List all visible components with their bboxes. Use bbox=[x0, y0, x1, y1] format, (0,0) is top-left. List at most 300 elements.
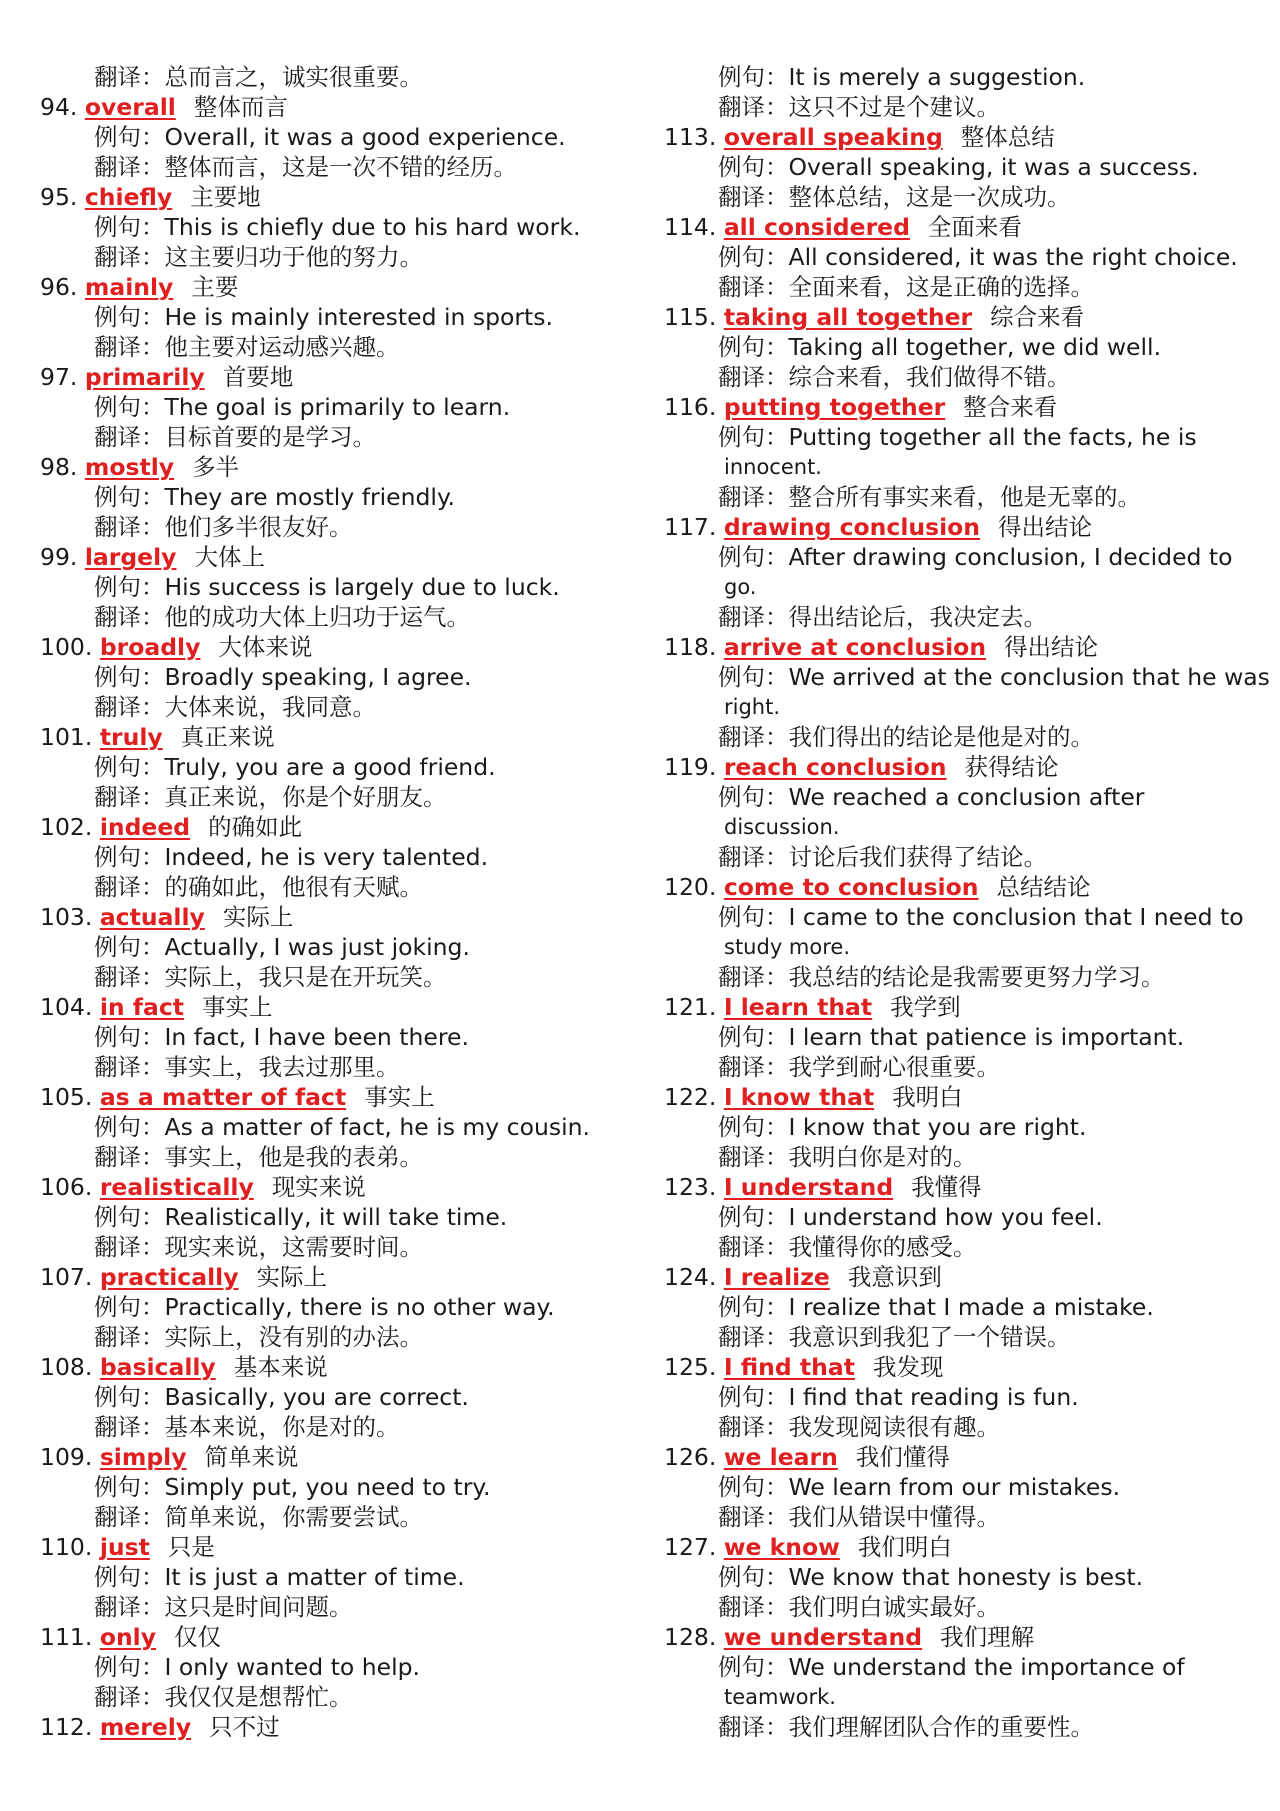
entry-term: broadly bbox=[99, 633, 201, 661]
entry-meaning: 事实上 bbox=[364, 1083, 435, 1111]
example-line bbox=[40, 572, 620, 602]
translation-line bbox=[664, 272, 1264, 302]
example-label: 例句： bbox=[718, 423, 789, 451]
example-text: Realistically, it will take time. bbox=[164, 1203, 508, 1231]
entry-number: 98. bbox=[40, 453, 78, 481]
example-line bbox=[40, 1652, 620, 1682]
entry-meaning: 得出结论 bbox=[1004, 633, 1099, 661]
example-label: 例句： bbox=[94, 573, 165, 601]
entry-number: 100. bbox=[40, 633, 93, 661]
entry-heading bbox=[664, 1352, 1264, 1382]
entry-heading bbox=[664, 1442, 1264, 1472]
entry-meaning: 实际上 bbox=[222, 903, 294, 931]
translation-text: 现实来说，这需要时间。 bbox=[164, 1233, 423, 1261]
translation-label: 翻译： bbox=[94, 1143, 165, 1171]
entry-term: drawing conclusion bbox=[723, 513, 981, 541]
entry-number: 121. bbox=[664, 993, 717, 1021]
entry-meaning: 得出结论 bbox=[998, 513, 1093, 541]
example-label: 例句： bbox=[94, 1203, 165, 1231]
entry-term: I understand bbox=[723, 1173, 894, 1201]
entry-number: 118. bbox=[664, 633, 717, 661]
translation-label: 翻译： bbox=[94, 333, 165, 361]
translation-text: 我学到耐心很重要。 bbox=[788, 1053, 1000, 1081]
example-label: 例句： bbox=[718, 1473, 789, 1501]
example-label: 例句： bbox=[718, 543, 789, 571]
example-text: I know that you are right. bbox=[788, 1113, 1087, 1141]
translation-text: 全面来看，这是正确的选择。 bbox=[788, 273, 1094, 301]
translation-text: 整体而言，这是一次不错的经历。 bbox=[164, 153, 517, 181]
entry-meaning: 多半 bbox=[192, 453, 240, 481]
example-continuation: discussion. bbox=[724, 815, 840, 839]
example-line bbox=[40, 302, 620, 332]
entry-heading bbox=[664, 1172, 1264, 1202]
entry-heading bbox=[40, 182, 620, 212]
entry-heading bbox=[40, 1532, 620, 1562]
translation-text: 整体总结，这是一次成功。 bbox=[788, 183, 1071, 211]
entry-heading bbox=[664, 872, 1264, 902]
example-continuation: teamwork. bbox=[724, 1685, 836, 1709]
example-text: We arrived at the conclusion that he was bbox=[788, 663, 1270, 691]
translation-label: 翻译： bbox=[94, 1683, 165, 1711]
entry-number: 108. bbox=[40, 1353, 93, 1381]
entry-meaning: 事实上 bbox=[202, 993, 273, 1021]
entry-meaning: 我们理解 bbox=[940, 1623, 1035, 1651]
translation-text: 真正来说，你是个好朋友。 bbox=[164, 783, 447, 811]
translation-line bbox=[664, 962, 1264, 992]
translation-label: 翻译： bbox=[94, 603, 165, 631]
example-label: 例句： bbox=[718, 1113, 789, 1141]
entry-heading bbox=[664, 752, 1264, 782]
example-text: I find that reading is fun. bbox=[788, 1383, 1079, 1411]
translation-label: 翻译： bbox=[94, 783, 165, 811]
translation-label: 翻译： bbox=[718, 843, 789, 871]
translation-text: 讨论后我们获得了结论。 bbox=[788, 843, 1047, 871]
entry-number: 115. bbox=[664, 303, 717, 331]
translation-label: 翻译： bbox=[718, 273, 789, 301]
example-text: As a matter of fact, he is my cousin. bbox=[164, 1113, 591, 1141]
entry-heading bbox=[664, 632, 1264, 662]
entry-number: 120. bbox=[664, 873, 717, 901]
example-line bbox=[664, 1022, 1264, 1052]
example-text: We know that honesty is best. bbox=[788, 1563, 1144, 1591]
entry-heading bbox=[40, 812, 620, 842]
entry-heading bbox=[40, 632, 620, 662]
example-label: 例句： bbox=[718, 1203, 789, 1231]
entry-meaning: 我们懂得 bbox=[855, 1443, 950, 1471]
entry-term: I learn that bbox=[723, 993, 873, 1021]
entry-heading bbox=[40, 1262, 620, 1292]
entry-number: 95. bbox=[40, 183, 78, 211]
entry-term: overall speaking bbox=[723, 123, 943, 151]
example-line bbox=[664, 332, 1264, 362]
entry-heading bbox=[664, 212, 1264, 242]
translation-text: 实际上，没有别的办法。 bbox=[164, 1323, 423, 1351]
translation-label: 翻译： bbox=[718, 1503, 789, 1531]
example-label: 例句： bbox=[94, 1113, 165, 1141]
example-label: 例句： bbox=[94, 843, 165, 871]
translation-text: 事实上，他是我的表弟。 bbox=[164, 1143, 423, 1171]
translation-line bbox=[40, 512, 620, 542]
translation-line bbox=[40, 422, 620, 452]
entry-term: actually bbox=[99, 903, 205, 931]
entry-term: truly bbox=[99, 723, 163, 751]
entry-meaning: 大体上 bbox=[194, 543, 265, 571]
example-line bbox=[40, 1562, 620, 1592]
entry-term: mainly bbox=[84, 273, 174, 301]
example-label: 例句： bbox=[94, 213, 165, 241]
example-label: 例句： bbox=[718, 663, 789, 691]
example-line bbox=[40, 1022, 620, 1052]
entry-heading bbox=[664, 1622, 1264, 1652]
entry-meaning: 简单来说 bbox=[204, 1443, 299, 1471]
example-label: 例句： bbox=[94, 303, 165, 331]
entry-meaning: 综合来看 bbox=[990, 303, 1085, 331]
example-text: They are mostly friendly. bbox=[164, 483, 455, 511]
translation-text: 实际上，我只是在开玩笑。 bbox=[164, 963, 447, 991]
entry-meaning: 大体来说 bbox=[218, 633, 313, 661]
entry-term: I find that bbox=[723, 1353, 855, 1381]
example-text: Overall, it was a good experience. bbox=[164, 123, 566, 151]
entry-meaning: 真正来说 bbox=[180, 723, 275, 751]
translation-label: 翻译： bbox=[718, 1593, 789, 1621]
translation-label: 翻译： bbox=[718, 1713, 789, 1741]
entry-term: putting together bbox=[723, 393, 946, 421]
entry-meaning: 仅仅 bbox=[174, 1623, 222, 1651]
example-text: All considered, it was the right choice. bbox=[788, 243, 1238, 271]
entry-number: 109. bbox=[40, 1443, 93, 1471]
translation-line bbox=[664, 1502, 1264, 1532]
entry-number: 101. bbox=[40, 723, 93, 751]
entry-number: 117. bbox=[664, 513, 717, 541]
translation-text: 我仅仅是想帮忙。 bbox=[164, 1683, 353, 1711]
entry-number: 124. bbox=[664, 1263, 717, 1291]
example-line bbox=[664, 1472, 1264, 1502]
example-label: 例句： bbox=[94, 1653, 165, 1681]
entry-meaning: 我懂得 bbox=[911, 1173, 982, 1201]
example-line bbox=[664, 1202, 1264, 1232]
entry-heading bbox=[40, 272, 620, 302]
example-text: Truly, you are a good friend. bbox=[164, 753, 496, 781]
entry-number: 99. bbox=[40, 543, 78, 571]
entry-term: we know bbox=[723, 1533, 840, 1561]
entry-term: only bbox=[99, 1623, 157, 1651]
translation-text: 简单来说，你需要尝试。 bbox=[164, 1503, 423, 1531]
example-line bbox=[664, 902, 1264, 932]
entry-number: 94. bbox=[40, 93, 78, 121]
example-text: Practically, there is no other way. bbox=[164, 1293, 555, 1321]
entry-heading bbox=[40, 722, 620, 752]
example-label: 例句： bbox=[94, 1563, 165, 1591]
translation-label: 翻译： bbox=[94, 1053, 165, 1081]
translation-text: 我总结的结论是我需要更努力学习。 bbox=[788, 963, 1165, 991]
example-text: I understand how you feel. bbox=[788, 1203, 1103, 1231]
example-label: 例句： bbox=[94, 483, 165, 511]
entry-heading bbox=[40, 542, 620, 572]
example-continuation: innocent. bbox=[724, 455, 822, 479]
example-label: 例句： bbox=[94, 933, 165, 961]
translation-label: 翻译： bbox=[94, 1413, 165, 1441]
entry-meaning: 全面来看 bbox=[927, 213, 1022, 241]
entry-term: taking all together bbox=[723, 303, 973, 331]
entry-term: arrive at conclusion bbox=[723, 633, 987, 661]
entry-heading bbox=[40, 1172, 620, 1202]
entry-number: 119. bbox=[664, 753, 717, 781]
example-label: 例句： bbox=[718, 153, 789, 181]
entry-term: largely bbox=[84, 543, 177, 571]
example-line bbox=[664, 422, 1264, 452]
translation-label: 翻译： bbox=[718, 1233, 789, 1261]
entry-meaning: 整体而言 bbox=[193, 93, 288, 121]
entry-term: practically bbox=[99, 1263, 239, 1291]
translation-line bbox=[664, 1322, 1264, 1352]
translation-line bbox=[664, 1052, 1264, 1082]
example-text: The goal is primarily to learn. bbox=[164, 393, 511, 421]
example-text: It is just a matter of time. bbox=[164, 1563, 465, 1591]
example-text: I came to the conclusion that I need to bbox=[788, 903, 1244, 931]
translation-text: 我懂得你的感受。 bbox=[788, 1233, 977, 1261]
translation-line bbox=[40, 872, 620, 902]
translation-text: 综合来看，我们做得不错。 bbox=[788, 363, 1071, 391]
translation-label: 翻译： bbox=[718, 1143, 789, 1171]
example-text: I realize that I made a mistake. bbox=[788, 1293, 1154, 1321]
entry-term: indeed bbox=[99, 813, 191, 841]
example-label: 例句： bbox=[718, 1293, 789, 1321]
translation-line bbox=[664, 1142, 1264, 1172]
entry-term: come to conclusion bbox=[723, 873, 979, 901]
example-label: 例句： bbox=[718, 903, 789, 931]
example-line bbox=[664, 152, 1264, 182]
translation-line bbox=[664, 1232, 1264, 1262]
entry-heading bbox=[40, 902, 620, 932]
example-line bbox=[664, 1112, 1264, 1142]
example-text: We understand the importance of bbox=[788, 1653, 1185, 1681]
translation-label: 翻译： bbox=[94, 1503, 165, 1531]
translation-line bbox=[664, 842, 1264, 872]
translation-text: 他们多半很友好。 bbox=[164, 513, 353, 541]
entry-term: basically bbox=[99, 1353, 216, 1381]
entry-number: 125. bbox=[664, 1353, 717, 1381]
entry-term: in fact bbox=[99, 993, 185, 1021]
example-text: Taking all together, we did well. bbox=[788, 333, 1162, 361]
entry-heading bbox=[664, 992, 1264, 1022]
entry-heading bbox=[664, 122, 1264, 152]
entry-heading bbox=[40, 92, 620, 122]
example-line bbox=[40, 932, 620, 962]
translation-label: 翻译： bbox=[718, 723, 789, 751]
translation-line bbox=[664, 602, 1264, 632]
example-label: 例句： bbox=[718, 333, 789, 361]
example-text: I only wanted to help. bbox=[164, 1653, 420, 1681]
entry-term: we learn bbox=[723, 1443, 838, 1471]
translation-text: 我们明白诚实最好。 bbox=[788, 1593, 1000, 1621]
example-line bbox=[664, 1292, 1264, 1322]
entry-number: 122. bbox=[664, 1083, 717, 1111]
example-line bbox=[40, 752, 620, 782]
translation-text: 我们得出的结论是他是对的。 bbox=[788, 723, 1094, 751]
entry-heading bbox=[664, 1532, 1264, 1562]
entry-heading bbox=[40, 1352, 620, 1382]
example-line bbox=[40, 1382, 620, 1412]
example-continuation: study more. bbox=[724, 935, 850, 959]
translation-label: 翻译： bbox=[718, 1323, 789, 1351]
entry-meaning: 首要地 bbox=[222, 363, 294, 391]
example-text: After drawing conclusion, I decided to bbox=[788, 543, 1233, 571]
entry-number: 113. bbox=[664, 123, 717, 151]
entry-meaning: 主要 bbox=[191, 273, 239, 301]
entry-number: 96. bbox=[40, 273, 78, 301]
translation-text: 得出结论后，我决定去。 bbox=[788, 603, 1047, 631]
example-text: In fact, I have been there. bbox=[164, 1023, 469, 1051]
entry-term: as a matter of fact bbox=[99, 1083, 347, 1111]
example-line bbox=[40, 1292, 620, 1322]
translation-line: 翻译：总而言之，诚实很重要。 bbox=[94, 63, 423, 91]
entry-number: 128. bbox=[664, 1623, 717, 1651]
entry-heading bbox=[40, 992, 620, 1022]
example-line bbox=[664, 662, 1270, 692]
entry-heading bbox=[40, 1442, 620, 1472]
translation-line bbox=[664, 1412, 1264, 1442]
entry-number: 103. bbox=[40, 903, 93, 931]
entry-meaning: 整合来看 bbox=[963, 393, 1058, 421]
entry-number: 106. bbox=[40, 1173, 93, 1201]
translation-line bbox=[664, 1592, 1264, 1622]
example-label: 例句： bbox=[718, 1563, 789, 1591]
entry-meaning: 只是 bbox=[167, 1533, 215, 1561]
example-line bbox=[40, 1472, 620, 1502]
translation-text: 我明白你是对的。 bbox=[788, 1143, 977, 1171]
entry-term: merely bbox=[99, 1713, 192, 1741]
example-label: 例句： bbox=[718, 243, 789, 271]
example-label: 例句： bbox=[718, 1383, 789, 1411]
entry-term: I know that bbox=[723, 1083, 875, 1111]
entry-number: 110. bbox=[40, 1533, 93, 1561]
translation-label: 翻译： bbox=[94, 693, 165, 721]
entry-term: just bbox=[99, 1533, 150, 1561]
example-label: 例句： bbox=[718, 783, 789, 811]
example-text: Putting together all the facts, he is bbox=[788, 423, 1197, 451]
example-label: 例句： bbox=[94, 663, 165, 691]
example-text: We learn from our mistakes. bbox=[788, 1473, 1121, 1501]
translation-line bbox=[40, 1592, 620, 1622]
example-text: Overall speaking, it was a success. bbox=[788, 153, 1199, 181]
example-label: 例句： bbox=[94, 1023, 165, 1051]
entry-meaning: 主要地 bbox=[190, 183, 261, 211]
example-line: 例句：It is merely a suggestion. bbox=[718, 63, 1086, 91]
entry-heading bbox=[40, 1712, 620, 1742]
entry-term: chiefly bbox=[84, 183, 173, 211]
entry-number: 97. bbox=[40, 363, 78, 391]
translation-line bbox=[664, 722, 1264, 752]
example-text: Indeed, he is very talented. bbox=[164, 843, 489, 871]
example-line bbox=[40, 212, 620, 242]
entry-meaning: 我明白 bbox=[892, 1083, 963, 1111]
translation-label: 翻译： bbox=[718, 963, 789, 991]
example-line bbox=[40, 1202, 620, 1232]
translation-line bbox=[40, 332, 620, 362]
example-label: 例句： bbox=[718, 1023, 789, 1051]
translation-text: 这主要归功于他的努力。 bbox=[164, 243, 423, 271]
example-text: His success is largely due to luck. bbox=[164, 573, 560, 601]
translation-label: 翻译： bbox=[94, 423, 165, 451]
example-text: Simply put, you need to try. bbox=[164, 1473, 491, 1501]
translation-text: 整合所有事实来看，他是无辜的。 bbox=[788, 483, 1141, 511]
translation-line bbox=[40, 962, 620, 992]
entry-heading bbox=[40, 1082, 620, 1112]
entry-meaning: 现实来说 bbox=[271, 1173, 366, 1201]
example-label: 例句： bbox=[718, 1653, 789, 1681]
translation-label: 翻译： bbox=[94, 963, 165, 991]
entry-meaning: 只不过 bbox=[209, 1713, 280, 1741]
translation-line bbox=[664, 362, 1264, 392]
example-line bbox=[40, 392, 620, 422]
entry-number: 107. bbox=[40, 1263, 93, 1291]
entry-meaning: 我意识到 bbox=[847, 1263, 942, 1291]
translation-text: 目标首要的是学习。 bbox=[164, 423, 376, 451]
translation-text: 我们从错误中懂得。 bbox=[788, 1503, 1000, 1531]
translation-line bbox=[40, 782, 620, 812]
example-label: 例句： bbox=[94, 1473, 165, 1501]
entry-number: 112. bbox=[40, 1713, 93, 1741]
example-line bbox=[40, 122, 620, 152]
entry-term: all considered bbox=[723, 213, 910, 241]
example-text: This is chiefly due to his hard work. bbox=[164, 213, 581, 241]
translation-text: 大体来说，我同意。 bbox=[164, 693, 376, 721]
example-line bbox=[40, 482, 620, 512]
example-line bbox=[664, 242, 1264, 272]
example-text: Broadly speaking, I agree. bbox=[164, 663, 472, 691]
example-text: Basically, you are correct. bbox=[164, 1383, 469, 1411]
entry-term: we understand bbox=[723, 1623, 923, 1651]
entry-heading bbox=[664, 302, 1264, 332]
example-label: 例句： bbox=[94, 753, 165, 781]
entry-heading bbox=[40, 1622, 620, 1652]
entry-number: 102. bbox=[40, 813, 93, 841]
translation-text: 他的成功大体上归功于运气。 bbox=[164, 603, 470, 631]
translation-label: 翻译： bbox=[718, 183, 789, 211]
entry-term: mostly bbox=[84, 453, 175, 481]
translation-line bbox=[664, 1712, 1264, 1742]
translation-line bbox=[40, 692, 620, 722]
translation-line bbox=[664, 482, 1264, 512]
entry-term: I realize bbox=[723, 1263, 830, 1291]
translation-text: 我发现阅读很有趣。 bbox=[788, 1413, 1000, 1441]
translation-label: 翻译： bbox=[94, 243, 165, 271]
entry-heading bbox=[40, 362, 620, 392]
translation-line bbox=[40, 1052, 620, 1082]
example-line bbox=[664, 1562, 1264, 1592]
entry-number: 126. bbox=[664, 1443, 717, 1471]
entry-meaning: 的确如此 bbox=[208, 813, 303, 841]
translation-line bbox=[664, 182, 1264, 212]
translation-label: 翻译： bbox=[94, 1233, 165, 1261]
example-line bbox=[40, 842, 620, 872]
translation-label: 翻译： bbox=[94, 1593, 165, 1621]
entry-heading bbox=[664, 392, 1264, 422]
translation-label: 翻译： bbox=[94, 1323, 165, 1351]
translation-text: 的确如此，他很有天赋。 bbox=[164, 873, 423, 901]
example-continuation: go. bbox=[724, 575, 757, 599]
entry-meaning: 我发现 bbox=[872, 1353, 944, 1381]
translation-label: 翻译： bbox=[718, 363, 789, 391]
example-line bbox=[40, 1112, 620, 1142]
translation-label: 翻译： bbox=[718, 1413, 789, 1441]
example-text: I learn that patience is important. bbox=[788, 1023, 1185, 1051]
entry-term: simply bbox=[99, 1443, 187, 1471]
translation-text: 我意识到我犯了一个错误。 bbox=[788, 1323, 1071, 1351]
translation-text: 他主要对运动感兴趣。 bbox=[164, 333, 400, 361]
entry-number: 104. bbox=[40, 993, 93, 1021]
translation-label: 翻译： bbox=[94, 153, 165, 181]
